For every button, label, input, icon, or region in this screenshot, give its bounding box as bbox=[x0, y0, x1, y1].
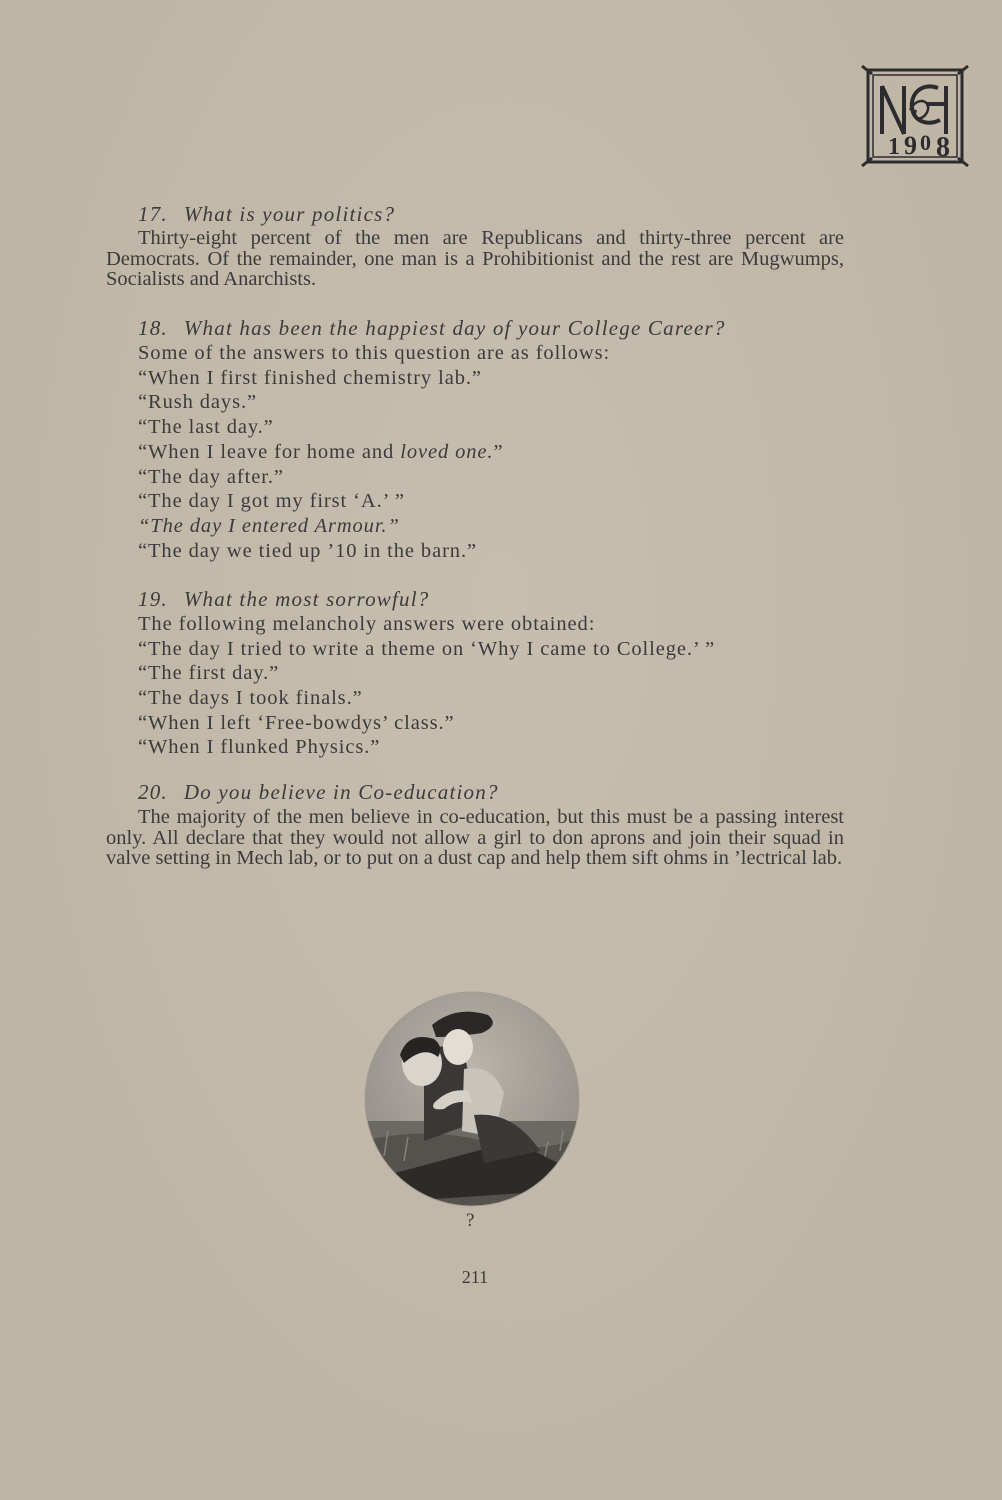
answer-line: “Rush days.” bbox=[138, 391, 257, 413]
svg-text:8: 8 bbox=[936, 132, 950, 163]
answer-paragraph-17: Thirty-eight percent of the men are Republicans and thirty-three percent are Democrats. Of the remainder, one man is a Prohibitionist and the rest are Mugwumps, Socialists and Anarchists. bbox=[106, 227, 844, 290]
monogram-1908-logo bbox=[860, 64, 970, 168]
answer-line: “The day I entered Armour.” bbox=[138, 515, 400, 537]
question-text: Do you believe in Co-education? bbox=[183, 780, 499, 804]
question-17 bbox=[138, 202, 395, 226]
answer-line bbox=[138, 440, 503, 464]
question-text: What is your politics? bbox=[183, 202, 396, 226]
svg-text:9: 9 bbox=[904, 131, 917, 160]
svg-text:1: 1 bbox=[888, 134, 900, 160]
answer-line: “When I flunked Physics.” bbox=[138, 736, 381, 758]
answer-line: “The first day.” bbox=[138, 662, 280, 684]
photo-caption: ? bbox=[466, 1210, 475, 1231]
answer-line: “The day we tied up ’10 in the barn.” bbox=[138, 540, 477, 562]
answer-line: “When I first finished chemistry lab.” bbox=[138, 367, 482, 389]
page-number: 211 bbox=[461, 1267, 489, 1287]
couple-photo-image bbox=[364, 991, 580, 1207]
question-text: What the most sorrowful? bbox=[183, 587, 430, 611]
section-18-intro: Some of the answers to this question are as follows: bbox=[138, 342, 611, 364]
answer-text: “When I leave for home and bbox=[138, 441, 401, 463]
question-20 bbox=[138, 780, 499, 804]
question-18 bbox=[138, 316, 726, 340]
answer-line: “The last day.” bbox=[138, 416, 274, 438]
answer-emphasis: loved one. bbox=[400, 441, 494, 463]
answer-close-quote: ” bbox=[493, 441, 504, 463]
answer-line: “The day after.” bbox=[138, 466, 284, 488]
answer-line: “The day I got my first ‘A.’ ” bbox=[138, 490, 405, 512]
svg-text:0: 0 bbox=[920, 130, 931, 155]
question-number: 17. bbox=[138, 202, 168, 226]
answer-line: “When I left ‘Free-bowdys’ class.” bbox=[138, 712, 455, 734]
answer-paragraph-20: The majority of the men believe in co-education, but this must be a passing interest only. All declare that they would not allow a girl to don aprons and join their squad in valve setting in Mech lab, or to put on a dust cap and help them sift ohms in ’lectrical lab. bbox=[106, 806, 844, 869]
question-number: 19. bbox=[138, 587, 168, 611]
answer-line: “The day I tried to write a theme on ‘Why I came to College.’ ” bbox=[138, 638, 716, 660]
section-19-intro: The following melancholy answers were obtained: bbox=[138, 613, 596, 635]
question-text: What has been the happiest day of your College Career? bbox=[183, 316, 726, 340]
answer-line: “The days I took finals.” bbox=[138, 687, 363, 709]
question-19 bbox=[138, 587, 429, 611]
question-number: 18. bbox=[138, 316, 168, 340]
question-number: 20. bbox=[138, 780, 168, 804]
